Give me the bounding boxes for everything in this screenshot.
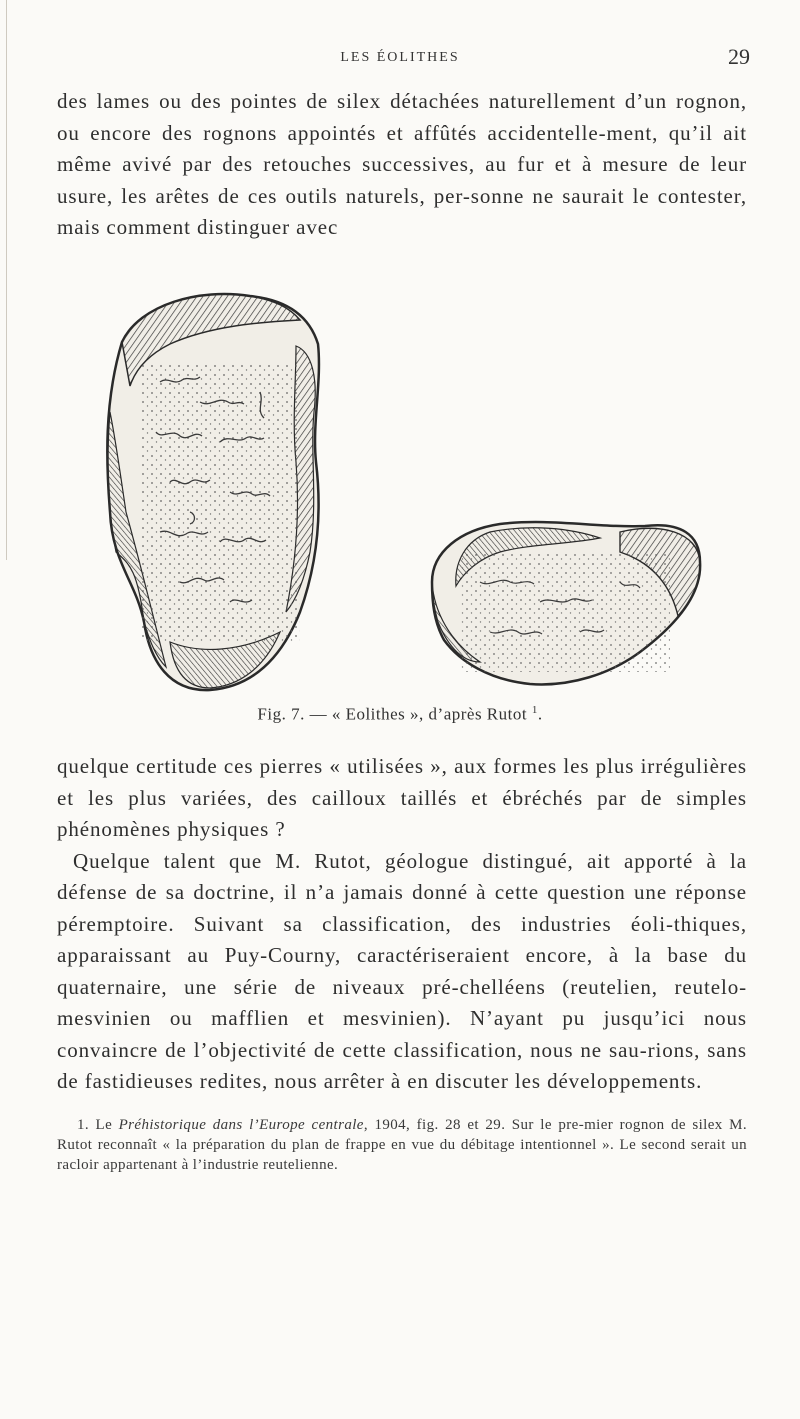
footnote-text: , 1904, fig. 28 et 29. Sur le pre-mier rognon de silex M. Rutot reconnaît « la préparation du plan de frappe en vue du débitage intentionnel ». Le second serait un racloir appartenant à l’industrie reutelienne. [57,1117,748,1173]
paragraph: quelque certitude ces pierres « utilisées », aux formes les plus irrégulières et les plus variées, des cailloux taillés et ébréchés par de simples phénomènes physiques ? [57,754,747,841]
caption-text: Fig. 7. — « Eolithes », d’après Rutot [257,704,528,724]
page-number: 29 [728,44,750,69]
footnote-1 [57,1115,747,1175]
footnote-title: Préhistorique dans l’Europe centrale [118,1117,364,1133]
footnotes [57,1115,747,1175]
figure-eoliths [60,282,740,702]
caption-end: . [537,704,543,724]
eolith-illustration [60,282,740,702]
stone-rognon-1 [107,294,319,690]
running-head [0,46,800,76]
stone-racloir-2 [432,522,700,684]
body-text-top [57,86,747,244]
footnote-author: Le [95,1117,113,1133]
running-title: LES ÉOLITHES [340,50,460,65]
body-text-bottom [57,751,747,1098]
page-edge [0,0,7,560]
figure-caption [0,704,800,725]
footnote-number: 1. [77,1117,90,1133]
caption-footnote-ref: 1 [531,704,538,716]
paragraph: des lames ou des pointes de silex détachées naturellement d’un rognon, ou encore des rognons appointés et affûtés accidentelle-ment, qu’il ait même avivé par des retouches successives, au fur et à mesure de leur usure, les arêtes de ces outils naturels, per-sonne ne saurait le contester, mais comment distinguer avec [57,89,747,239]
paragraph: Quelque talent que M. Rutot, géologue distingué, ait apporté à la défense de sa doctrine, il n’a jamais donné à cette question une réponse péremptoire. Suivant sa classification, des industries éoli-thiques, apparaissant au Puy-Courny, caractériseraient encore, à la base du quaternaire, une série de niveaux pré-chelléens (reutelien, reutelo-mesvinien ou mafflien et mesvinien). N’ayant pu jusqu’ici nous convaincre de l’objectivité de cette classification, nous ne sau-rions, sans de fastidieuses redites, nous arrêter à en discuter les développements. [57,848,747,1093]
